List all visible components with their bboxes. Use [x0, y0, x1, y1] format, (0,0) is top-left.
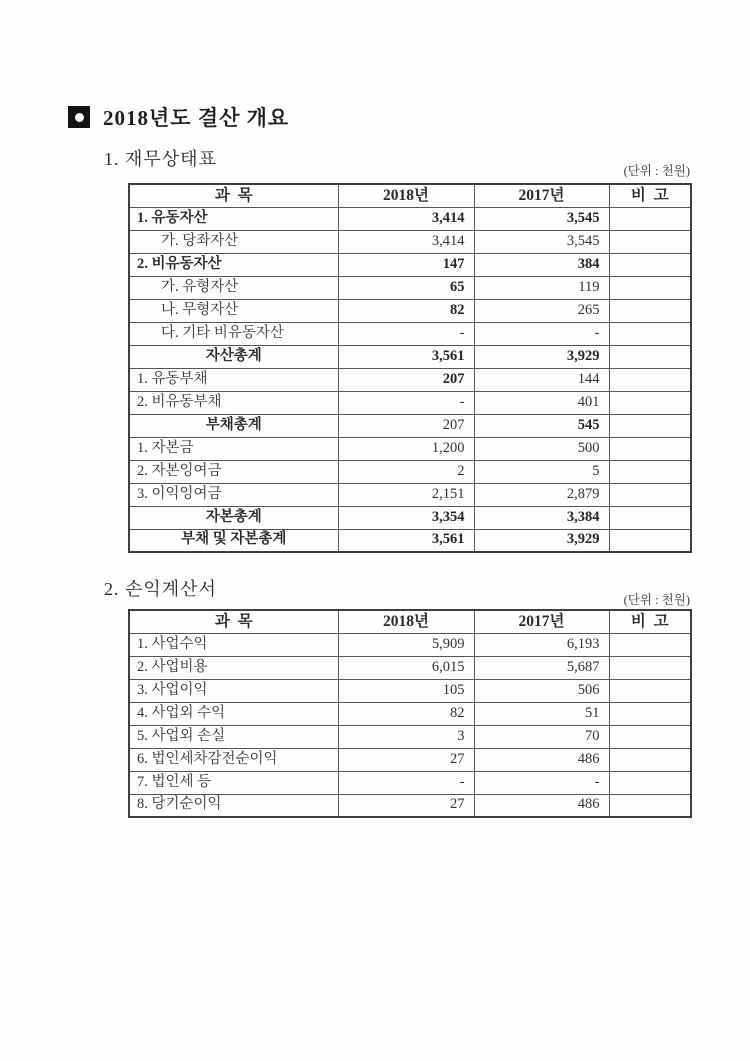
remark-cell	[609, 207, 691, 230]
column-header-2018: 2018년	[338, 610, 474, 633]
value-2018-cell: 207	[338, 414, 474, 437]
unit-label-income-statement: (단위 : 천원)	[623, 593, 690, 607]
value-2018-cell: 82	[338, 702, 474, 725]
remark-cell	[609, 506, 691, 529]
remark-cell	[609, 771, 691, 794]
value-2018-cell: 3,561	[338, 345, 474, 368]
value-2018-cell: -	[338, 771, 474, 794]
value-2017-cell: 5	[474, 460, 609, 483]
remark-cell	[609, 230, 691, 253]
account-label-cell: 1. 유동자산	[129, 207, 338, 230]
account-label-cell: 6. 법인세차감전순이익	[129, 748, 338, 771]
value-2018-cell: 6,015	[338, 656, 474, 679]
remark-cell	[609, 483, 691, 506]
table-row	[129, 771, 691, 794]
table-row	[129, 276, 691, 299]
account-label-cell: 1. 사업수익	[129, 633, 338, 656]
remark-cell	[609, 702, 691, 725]
account-label-cell: 부채 및 자본총계	[129, 529, 338, 552]
remark-cell	[609, 748, 691, 771]
value-2017-cell: 486	[474, 794, 609, 817]
value-2017-cell: -	[474, 771, 609, 794]
value-2018-cell: 105	[338, 679, 474, 702]
income-statement-table-body	[129, 633, 691, 817]
unit-label-financial-position: (단위 : 천원)	[623, 164, 690, 178]
value-2018-cell: 1,200	[338, 437, 474, 460]
financial-position-table	[128, 183, 692, 553]
value-2018-cell: 147	[338, 253, 474, 276]
table-row	[129, 483, 691, 506]
section-heading-income-statement: 2. 손익계산서	[104, 579, 217, 599]
value-2018-cell: 3,414	[338, 230, 474, 253]
account-label-cell: 가. 유형자산	[129, 276, 338, 299]
table-row	[129, 437, 691, 460]
account-label-cell: 2. 비유동부채	[129, 391, 338, 414]
account-label-cell: 가. 당좌자산	[129, 230, 338, 253]
value-2018-cell: 3,354	[338, 506, 474, 529]
table-row	[129, 529, 691, 552]
account-label-cell: 2. 비유동자산	[129, 253, 338, 276]
account-label-cell: 8. 당기순이익	[129, 794, 338, 817]
table-row	[129, 368, 691, 391]
value-2017-cell: 486	[474, 748, 609, 771]
table-row	[129, 794, 691, 817]
table-row	[129, 345, 691, 368]
value-2018-cell: 2,151	[338, 483, 474, 506]
value-2018-cell: 27	[338, 794, 474, 817]
value-2017-cell: 3,929	[474, 345, 609, 368]
value-2018-cell: 65	[338, 276, 474, 299]
account-label-cell: 1. 유동부채	[129, 368, 338, 391]
section-heading-financial-position: 1. 재무상태표	[104, 149, 217, 169]
value-2017-cell: 6,193	[474, 633, 609, 656]
remark-cell	[609, 460, 691, 483]
column-header-2018: 2018년	[338, 184, 474, 207]
table-row	[129, 656, 691, 679]
column-header-2017: 2017년	[474, 184, 609, 207]
table-row	[129, 506, 691, 529]
remark-cell	[609, 679, 691, 702]
column-header-remark: 비 고	[609, 184, 691, 207]
header-row	[129, 610, 691, 633]
column-header-account: 과 목	[129, 184, 338, 207]
table-row	[129, 253, 691, 276]
remark-cell	[609, 414, 691, 437]
account-label-cell: 다. 기타 비유동자산	[129, 322, 338, 345]
remark-cell	[609, 633, 691, 656]
table-row	[129, 299, 691, 322]
value-2017-cell: 51	[474, 702, 609, 725]
value-2017-cell: 3,545	[474, 207, 609, 230]
remark-cell	[609, 299, 691, 322]
value-2017-cell: 3,545	[474, 230, 609, 253]
value-2018-cell: 3,414	[338, 207, 474, 230]
account-label-cell: 2. 사업비용	[129, 656, 338, 679]
column-header-2017: 2017년	[474, 610, 609, 633]
remark-cell	[609, 391, 691, 414]
column-header-remark: 비 고	[609, 610, 691, 633]
remark-cell	[609, 794, 691, 817]
remark-cell	[609, 253, 691, 276]
table-row	[129, 702, 691, 725]
value-2017-cell: 265	[474, 299, 609, 322]
table-row	[129, 633, 691, 656]
value-2017-cell: 545	[474, 414, 609, 437]
table-row	[129, 460, 691, 483]
account-label-cell: 7. 법인세 등	[129, 771, 338, 794]
remark-cell	[609, 276, 691, 299]
account-label-cell: 나. 무형자산	[129, 299, 338, 322]
value-2017-cell: 144	[474, 368, 609, 391]
value-2018-cell: 82	[338, 299, 474, 322]
account-label-cell: 2. 자본잉여금	[129, 460, 338, 483]
value-2018-cell: -	[338, 391, 474, 414]
income-statement-table	[128, 609, 692, 818]
value-2018-cell: -	[338, 322, 474, 345]
header-row	[129, 184, 691, 207]
value-2017-cell: -	[474, 322, 609, 345]
remark-cell	[609, 656, 691, 679]
financial-position-table-header	[129, 184, 691, 207]
value-2018-cell: 3	[338, 725, 474, 748]
table-row	[129, 725, 691, 748]
account-label-cell: 3. 이익잉여금	[129, 483, 338, 506]
remark-cell	[609, 529, 691, 552]
table-row	[129, 391, 691, 414]
remark-cell	[609, 368, 691, 391]
remark-cell	[609, 725, 691, 748]
value-2017-cell: 3,384	[474, 506, 609, 529]
value-2017-cell: 401	[474, 391, 609, 414]
value-2017-cell: 70	[474, 725, 609, 748]
value-2017-cell: 384	[474, 253, 609, 276]
value-2018-cell: 2	[338, 460, 474, 483]
table-row	[129, 679, 691, 702]
table-row	[129, 748, 691, 771]
account-label-cell: 1. 자본금	[129, 437, 338, 460]
value-2017-cell: 2,879	[474, 483, 609, 506]
value-2017-cell: 119	[474, 276, 609, 299]
table-row	[129, 414, 691, 437]
value-2018-cell: 5,909	[338, 633, 474, 656]
account-label-cell: 자산총계	[129, 345, 338, 368]
value-2017-cell: 3,929	[474, 529, 609, 552]
page-title: 2018년도 결산 개요	[103, 106, 290, 130]
financial-position-table-body	[129, 207, 691, 552]
title-bullet-icon	[68, 106, 90, 128]
remark-cell	[609, 322, 691, 345]
table-row	[129, 207, 691, 230]
value-2018-cell: 3,561	[338, 529, 474, 552]
table-row	[129, 322, 691, 345]
table-row	[129, 230, 691, 253]
value-2018-cell: 27	[338, 748, 474, 771]
column-header-account: 과 목	[129, 610, 338, 633]
account-label-cell: 부채총계	[129, 414, 338, 437]
account-label-cell: 5. 사업외 손실	[129, 725, 338, 748]
title-bullet-dot	[75, 113, 84, 122]
income-statement-table-header	[129, 610, 691, 633]
value-2018-cell: 207	[338, 368, 474, 391]
value-2017-cell: 506	[474, 679, 609, 702]
account-label-cell: 자본총계	[129, 506, 338, 529]
document-title	[68, 102, 289, 132]
remark-cell	[609, 345, 691, 368]
account-label-cell: 4. 사업외 수익	[129, 702, 338, 725]
value-2017-cell: 5,687	[474, 656, 609, 679]
remark-cell	[609, 437, 691, 460]
account-label-cell: 3. 사업이익	[129, 679, 338, 702]
value-2017-cell: 500	[474, 437, 609, 460]
